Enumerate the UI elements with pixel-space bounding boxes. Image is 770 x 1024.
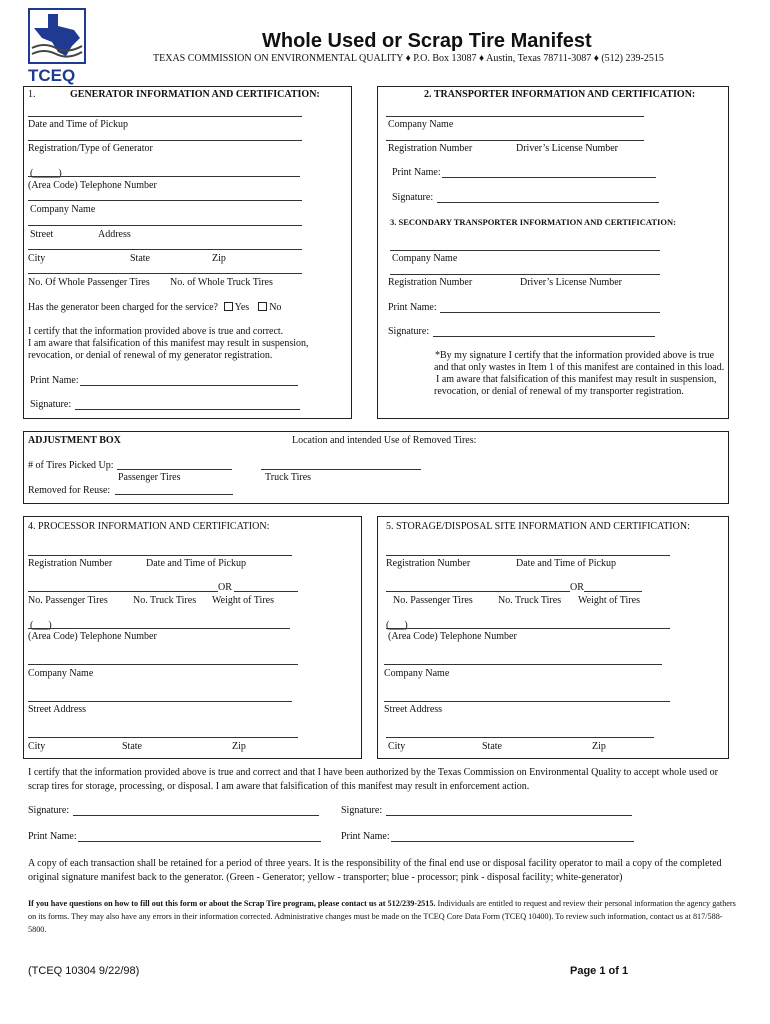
generator-cert-line1: I certify that the information provided above is true and correct.: [28, 326, 284, 337]
generator-registration-label: Registration/Type of Generator: [28, 143, 153, 154]
generator-charged-question: Has the generator been charged for the service? Yes No: [28, 302, 282, 313]
secondary-cert-line4: revocation, or denial of renewal of my transporter registration.: [434, 386, 684, 397]
final-print-name-label-left: Print Name:: [28, 831, 77, 842]
adjustment-truck-label: Truck Tires: [265, 472, 312, 483]
adjustment-truck-field[interactable]: [261, 469, 421, 470]
storage-registration-label: Registration Number: [386, 558, 471, 569]
secondary-signature-label: Signature:: [388, 326, 430, 337]
generator-print-name-label: Print Name:: [30, 375, 79, 386]
storage-zip-label: Zip: [592, 741, 606, 752]
processor-truck-label: No. Truck Tires: [133, 595, 197, 606]
processor-zip-label: Zip: [232, 741, 246, 752]
generator-phone-field[interactable]: [28, 176, 300, 177]
final-print-name-field-right[interactable]: [391, 841, 634, 842]
generator-signature-field[interactable]: [75, 409, 300, 410]
transporter-company-label: Company Name: [388, 119, 454, 130]
secondary-heading: 3. SECONDARY TRANSPORTER INFORMATION AND CERTIFICATION:: [390, 217, 676, 227]
generator-date-label: Date and Time of Pickup: [28, 119, 128, 130]
processor-company-label: Company Name: [28, 668, 94, 679]
final-signature-label-right: Signature:: [341, 805, 383, 816]
storage-truck-label: No. Truck Tires: [498, 595, 562, 606]
secondary-cert-line1: *By my signature I certify that the information provided above is true: [435, 350, 715, 361]
generator-company-label: Company Name: [30, 204, 96, 215]
tceq-logo: [28, 8, 86, 85]
processor-passenger-label: No. Passenger Tires: [28, 595, 108, 606]
storage-phone-field[interactable]: [386, 628, 670, 629]
storage-weight-label: Weight of Tires: [578, 595, 640, 606]
storage-passenger-label: No. Passenger Tires: [393, 595, 473, 606]
final-print-name-label-right: Print Name:: [341, 831, 390, 842]
generator-print-name-field[interactable]: [80, 385, 298, 386]
generator-heading: GENERATOR INFORMATION AND CERTIFICATION:: [70, 89, 320, 100]
generator-address-label: Address: [98, 229, 131, 240]
generator-city-label: City: [28, 253, 46, 264]
processor-phone-paren: (___): [30, 620, 52, 631]
final-certification-text: I certify that the information provided above is true and correct and that I have been authorized by the Texas Commission on Environmental Quality to accept whole used or scrap tires for storage, processing, or disposal. I am aware that falsification of this manifest may result in enforcement action.: [28, 767, 719, 792]
adjustment-heading: ADJUSTMENT BOX: [28, 435, 121, 446]
final-signature-label-left: Signature:: [28, 805, 70, 816]
processor-or-label: OR: [218, 582, 232, 593]
adjustment-removed-field[interactable]: [115, 494, 233, 495]
adjustment-location-label: Location and intended Use of Removed Tires:: [292, 435, 477, 446]
storage-city-label: City: [388, 741, 406, 752]
generator-phone-label: (Area Code) Telephone Number: [28, 180, 157, 191]
logo-text: TCEQ: [28, 66, 76, 85]
processor-date-label: Date and Time of Pickup: [146, 558, 246, 569]
transporter-heading: 2. TRANSPORTER INFORMATION AND CERTIFICATION:: [424, 89, 696, 100]
generator-date-field[interactable]: [28, 140, 302, 141]
generator-cert-line3: revocation, or denial of renewal of my generator registration.: [28, 350, 273, 361]
generator-passenger-label: No. Of Whole Passenger Tires: [28, 277, 150, 288]
form-id: (TCEQ 10304 9/22/98): [28, 965, 140, 977]
generator-truck-label: No. of Whole Truck Tires: [170, 277, 273, 288]
texas-map-icon: [28, 8, 86, 64]
questions-bold: If you have questions on how to fill out this form or about the Scrap Tire program, please contact us at 512/239-2515.: [28, 899, 436, 908]
final-signature-field-left[interactable]: [73, 815, 319, 816]
processor-weight-label: Weight of Tires: [212, 595, 274, 606]
yes-label: Yes: [234, 302, 250, 313]
yes-checkbox[interactable]: [224, 302, 233, 311]
retention-notice: A copy of each transaction shall be retained for a period of three years. It is the responsibility of the final end use or disposal facility operator to mail a copy of the completed original signature manifest back to the generator. (Green - Generator; yellow - transporter; blue - processor; pink - disposal facility; white-generator): [28, 858, 722, 883]
adjustment-passenger-label: Passenger Tires: [118, 472, 181, 483]
processor-state-label: State: [122, 741, 142, 752]
secondary-signature-field[interactable]: [433, 336, 655, 337]
storage-heading: 5. STORAGE/DISPOSAL SITE INFORMATION AND CERTIFICATION:: [386, 521, 690, 532]
storage-state-label: State: [482, 741, 502, 752]
adjustment-picked-up-label: # of Tires Picked Up:: [28, 460, 114, 471]
secondary-license-label: Driver’s License Number: [520, 277, 623, 288]
final-signature-field-right[interactable]: [386, 815, 632, 816]
adjustment-removed-label: Removed for Reuse:: [28, 485, 111, 496]
processor-heading: 4. PROCESSOR INFORMATION AND CERTIFICATION:: [28, 521, 270, 532]
secondary-print-name-label: Print Name:: [388, 302, 437, 313]
no-checkbox[interactable]: [258, 302, 267, 311]
generator-section: [23, 86, 352, 419]
processor-phone-label: (Area Code) Telephone Number: [28, 631, 157, 642]
generator-street-label: Street: [30, 229, 54, 240]
generator-state-label: State: [130, 253, 150, 264]
agency-subtitle: TEXAS COMMISSION ON ENVIRONMENTAL QUALITY ♦ P.O. Box 13087 ♦ Austin, Texas 78711-3087 ♦ (512) 239-2515: [153, 53, 664, 64]
generator-zip-label: Zip: [212, 253, 226, 264]
generator-phone-paren: (_____): [30, 168, 62, 179]
processor-city-label: City: [28, 741, 46, 752]
storage-company-label: Company Name: [384, 668, 450, 679]
processor-street-label: Street Address: [28, 704, 87, 715]
generator-cert-line2: I am aware that falsification of this manifest may result in suspension,: [28, 338, 309, 349]
transporter-license-label: Driver’s License Number: [516, 143, 619, 154]
page-number: Page 1 of 1: [570, 965, 629, 977]
questions-rest: Individuals are entitled to request and review their personal information the agency gathers on its forms. They may also have any errors in their information corrected. Administrative changes must be made on the TCEQ Core Data Form (TCEQ 10400). To review such information, contact us at 817/588-5800.: [28, 899, 736, 934]
transporter-print-name-field[interactable]: [442, 177, 656, 178]
generator-signature-label: Signature:: [30, 399, 72, 410]
secondary-print-name-field[interactable]: [440, 312, 660, 313]
transporter-signature-field[interactable]: [437, 202, 659, 203]
storage-or-label: OR: [570, 582, 584, 593]
transporter-print-name-label: Print Name:: [392, 167, 441, 178]
transporter-registration-label: Registration Number: [388, 143, 473, 154]
adjustment-passenger-field[interactable]: [117, 469, 232, 470]
secondary-company-label: Company Name: [392, 253, 458, 264]
processor-registration-label: Registration Number: [28, 558, 113, 569]
questions-notice: [28, 897, 738, 936]
storage-street-label: Street Address: [384, 704, 443, 715]
storage-date-label: Date and Time of Pickup: [516, 558, 616, 569]
storage-phone-paren: (___): [386, 620, 408, 631]
secondary-cert-line3: I am aware that falsification of this manifest may result in suspension,: [436, 374, 717, 385]
no-label: No: [269, 302, 282, 313]
generator-number: 1.: [28, 89, 36, 100]
processor-phone-field[interactable]: [28, 628, 290, 629]
secondary-cert-line2: and that only wastes in Item 1 of this manifest are contained in this load.: [434, 362, 725, 373]
secondary-registration-label: Registration Number: [388, 277, 473, 288]
final-print-name-field-left[interactable]: [78, 841, 321, 842]
storage-phone-label: (Area Code) Telephone Number: [388, 631, 517, 642]
form-title: Whole Used or Scrap Tire Manifest: [262, 30, 592, 52]
transporter-signature-label: Signature:: [392, 192, 434, 203]
